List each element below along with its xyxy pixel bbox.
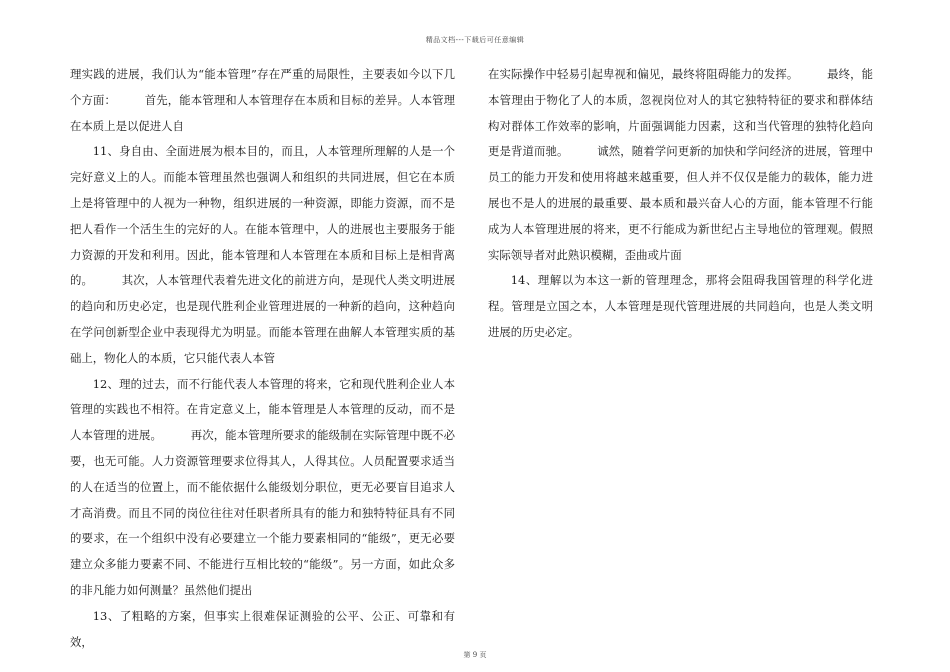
page-number: 第 9 页 xyxy=(463,651,487,659)
paragraph-continuation: 理实践的进展，我们认为“能本管理”存在严重的局限性，主要表如今以下几个方面： 首先，能本管理和人本管理存在本质和目标的差异。人本管理在本质上是以促进人自 xyxy=(70,67,455,133)
left-text-column xyxy=(70,62,455,655)
paragraph-13: 13、了粗略的方案，但事实上很难保证测验的公平、公正、可靠和有效， xyxy=(70,608,455,649)
paragraph-12: 12、理的过去，而不行能代表人本管理的将来，它和现代胜利企业人本管理的实践也不相符。在肯定意义上，能本管理是人本管理的反动，而不是人本管理的进展。 再次，能本管理所要求的能级制在实际管理中既不必要，也无可能。人力资源管理要求位得其人，人得其位。人员配置要求适当的人在适当的位置上，而不能依据什么能级划分职位，更无必要盲目追求人才高消费。而且不同的岗位往往对任职者所具有的能力和独特特征具有不同的要求，在一个组织中没有必要建立一个能力要素相同的“能级”，更无必要建立众多能力要素不同、不能进行互相比较的“能级”。另一方面，如此众多的非凡能力如何测量？虽然他们提出 xyxy=(70,376,455,597)
paragraph-14: 14、理解以为本这一新的管理理念，那将会阻碍我国管理的科学化进程。管理是立国之本，人本管理是现代管理进展的共同趋向，也是人类文明进展的历史必定。 xyxy=(488,273,873,339)
right-text-column xyxy=(488,62,873,346)
page-header: 精品文档---下载后可任意编辑 xyxy=(425,36,525,44)
paragraph-13-continuation: 在实际操作中轻易引起卑视和偏见，最终将阻碍能力的发挥。 最终，能本管理由于物化了人的本质，忽视岗位对人的其它独特特征的要求和群体结构对群体工作效率的影响，片面强调能力因素，这和当代管理的独特化趋向更是背道而驰。 诚然，随着学问更新的加快和学问经济的进展，管理中员工的能力开发和使用将越来越重要，但人并不仅仅是能力的载体，能力进展也不是人的进展的最重要、最本质和最兴奋人心的方面，能本管理不行能成为人本管理进展的将来，更不行能成为新世纪占主导地位的管理观。假照实际领导者对此熟识模糊，歪曲或片面 xyxy=(488,67,873,262)
paragraph-11: 11、身自由、全面进展为根本目的，而且，人本管理所理解的人是一个完好意义上的人。而能本管理虽然也强调人和组织的共同进展，但它在本质上是将管理中的人视为一种物，组织进展的一种资源，即能力资源，而不是把人看作一个活生生的完好的人。在能本管理中，人的进展也主要服务于能力资源的开发和利用。因此，能本管理和人本管理在本质和目标上是相背离的。 其次，人本管理代表着先进文化的前进方向，是现代人类文明进展的趋向和历史必定，也是现代胜利企业管理进展的一种新的趋向，这种趋向在学问创新型企业中表现得尤为明显。而能本管理在曲解人本管理实质的基础上，物化人的本质，它只能代表人本管 xyxy=(70,144,455,365)
